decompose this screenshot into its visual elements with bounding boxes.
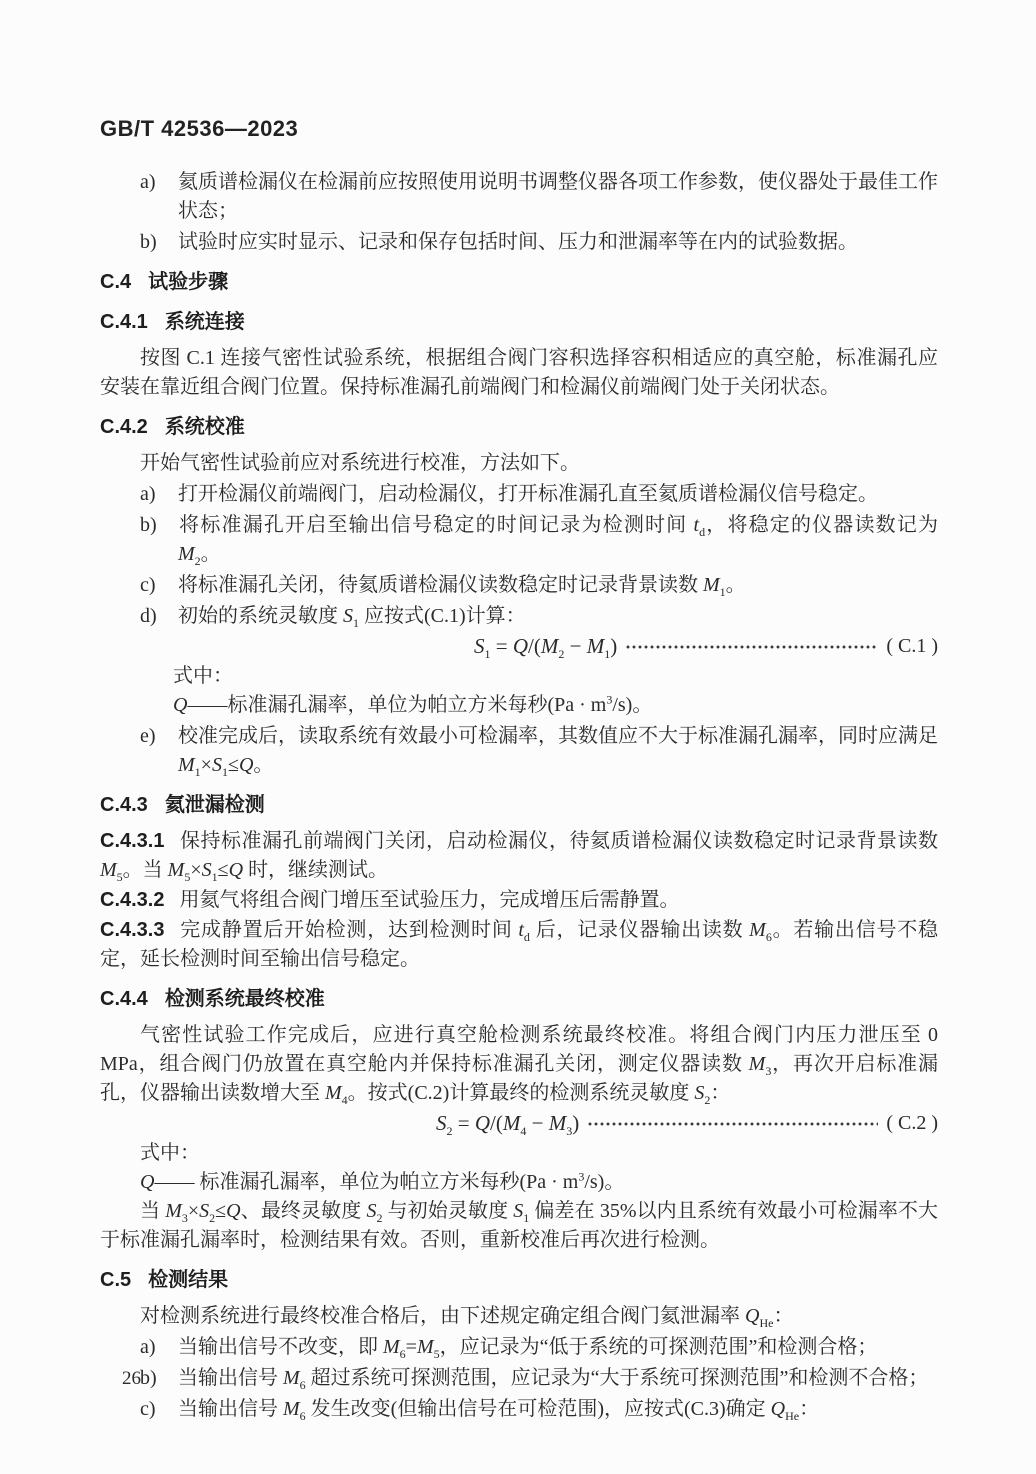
list-item-text: 将标准漏孔关闭，待氦质谱检漏仪读数稳定时记录背景读数 $M_1$。 [178, 574, 746, 599]
list-item-text: 初始的系统灵敏度 $S_1$ 应按式(C.1)计算： [178, 605, 526, 630]
page-number: 26 [122, 1368, 141, 1389]
paragraph-text: 完成静置后开始检测，达到检测时间 $t_d$ 后，记录仪器输出读数 $M_6$。若输出信号不稳定，延长检测时间至输出信号稳定。 [100, 919, 939, 970]
list-item-text: 校准完成后，读取系统有效最小可检漏率，其数值应不大于标准漏孔漏率，同时应满足 $M_1\times S_1\le Q$。 [178, 725, 938, 779]
numbered-paragraph-c432 [100, 886, 938, 915]
symbol-definition-q: Q—— 标准漏孔漏率，单位为帕立方米每秒$(Pa \cdot m^3/s)$。 [140, 1169, 625, 1193]
paragraph-number: C.4.3.1 [100, 830, 165, 852]
heading-title: 检测结果 [148, 1269, 229, 1291]
list-item-text: 打开检漏仪前端阀门，启动检漏仪，打开标准漏孔直至氦质谱检漏仪信号稳定。 [178, 483, 878, 505]
list-item-text: 当输出信号不改变，即 $M_6=M_5$，应记录为“低于系统的可探测范围”和检测合格； [178, 1336, 878, 1361]
section-heading-c5 [100, 1266, 938, 1295]
heading-title: 检测系统最终校准 [164, 988, 325, 1010]
list-item-label: a) [140, 171, 156, 193]
section-heading-c4 [100, 268, 938, 297]
where-label: 式中： [173, 665, 233, 687]
formula-number: ( C.2 ) [886, 1112, 938, 1134]
list-item-label: a) [140, 1336, 156, 1358]
paragraph-c4-1: 按图 C.1 连接气密性试验系统，根据组合阀门容积选择容积相适应的真空舱，标准漏孔应安装在靠近组合阀门位置。保持标准漏孔前端阀门和检漏仪前端阀门处于关闭状态。 [100, 347, 938, 398]
list-item-c42-d [100, 602, 938, 631]
list-item-c42-e [100, 722, 938, 780]
heading-number: C.4 [100, 271, 132, 293]
heading-number: C.4.1 [100, 311, 148, 333]
list-item-c42-b [100, 511, 938, 569]
numbered-paragraph-c433 [100, 916, 938, 974]
formula-c2 [436, 1111, 938, 1139]
where-label: 式中： [140, 1142, 200, 1164]
list-item-c5-b [100, 1364, 938, 1393]
paragraph-c4-4-closing: 当 $M_3\times S_2\le Q$、最终灵敏度 $S_2$ 与初始灵敏度 $S_1$ 偏差在 35%以内且系统有效最小可检漏率不大于标准漏孔漏率时，检测结果有效。否则，重新校准后再次进行检测。 [100, 1200, 939, 1251]
list-item-text: 将标准漏孔开启至输出信号稳定的时间记录为检测时间 $t_d$，将稳定的仪器读数记为 $M_2$。 [178, 514, 939, 568]
list-item-b [100, 228, 938, 257]
list-item-text: 当输出信号 $M_6$ 超过系统可探测范围，应记录为“大于系统可探测范围”和检测不合格； [178, 1367, 929, 1392]
paragraph-c4-2-intro: 开始气密性试验前应对系统进行校准，方法如下。 [140, 452, 580, 474]
formula-expression: $S_1 = Q/(M_2 - M_1)$ [474, 634, 618, 662]
list-item-label: c) [140, 574, 156, 596]
paragraph-c5-intro: 对检测系统进行最终校准合格后，由下述规定确定组合阀门氦泄漏率 $Q_{He}$： [140, 1305, 794, 1330]
list-item-text: 氦质谱检漏仪在检漏前应按照使用说明书调整仪器各项工作参数，使仪器处于最佳工作状态； [178, 171, 938, 222]
numbered-paragraph-c431 [100, 827, 938, 885]
list-item-c42-c [100, 571, 938, 600]
section-heading-c4-1 [100, 308, 938, 337]
list-item-text: 当输出信号 $M_6$ 发生改变(但输出信号在可检范围)，应按式(C.3)确定 $Q_{He}$： [178, 1398, 820, 1423]
paragraph-text: 保持标准漏孔前端阀门关闭，启动检漏仪，待氦质谱检漏仪读数稳定时记录背景读数 $M_5$。当 $M_5\times S_1\le Q$ 时，继续测试。 [100, 830, 938, 884]
formula-expression: $S_2 = Q/(M_4 - M_3)$ [436, 1111, 580, 1139]
paragraph-c4-4: 气密性试验工作完成后，应进行真空舱检测系统最终校准。将组合阀门内压力泄压至 0 MPa，组合阀门仍放置在真空舱内并保持标准漏孔关闭，测定仪器读数 $M_3$，再次开启标准漏孔，仪器输出读数增大至 $M_4$。按式(C.2)计算最终的检测系统灵敏度 $S_2$： [100, 1024, 938, 1107]
symbol-definition-q: Q——标准漏孔漏率，单位为帕立方米每秒$(Pa \cdot m^3/s)$。 [173, 692, 653, 716]
heading-title: 系统连接 [164, 311, 245, 333]
paragraph-text: 用氦气将组合阀门增压至试验压力，完成增压后需静置。 [179, 889, 680, 911]
list-item-c5-c [100, 1395, 938, 1424]
list-item-label: b) [140, 1367, 157, 1389]
heading-number: C.4.3 [100, 794, 148, 816]
paragraph-number: C.4.3.2 [100, 889, 165, 911]
formula-c1 [474, 634, 938, 662]
list-item-label: e) [140, 725, 156, 747]
list-item-label: d) [140, 605, 157, 627]
list-item-label: a) [140, 483, 156, 505]
section-heading-c4-4 [100, 985, 938, 1014]
paragraph-number: C.4.3.3 [100, 919, 165, 941]
list-item-label: c) [140, 1398, 156, 1420]
page-content [100, 116, 938, 1426]
heading-title: 氦泄漏检测 [164, 794, 265, 816]
list-item-c5-a [100, 1333, 938, 1362]
list-item-text: 试验时应实时显示、记录和保存包括时间、压力和泄漏率等在内的试验数据。 [178, 231, 858, 253]
heading-title: 系统校准 [164, 416, 245, 438]
list-item-a [100, 168, 938, 226]
heading-number: C.5 [100, 1269, 132, 1291]
list-item-label: b) [140, 514, 157, 536]
list-item-label: b) [140, 231, 157, 253]
section-heading-c4-2 [100, 413, 938, 442]
heading-number: C.4.2 [100, 416, 148, 438]
dot-leader [625, 644, 878, 650]
formula-number: ( C.1 ) [886, 635, 938, 657]
heading-number: C.4.4 [100, 988, 148, 1010]
standard-number: GB/T 42536—2023 [100, 116, 299, 141]
section-heading-c4-3 [100, 791, 938, 820]
list-item-c42-a [100, 480, 938, 509]
heading-title: 试验步骤 [148, 271, 229, 293]
dot-leader [587, 1121, 878, 1127]
